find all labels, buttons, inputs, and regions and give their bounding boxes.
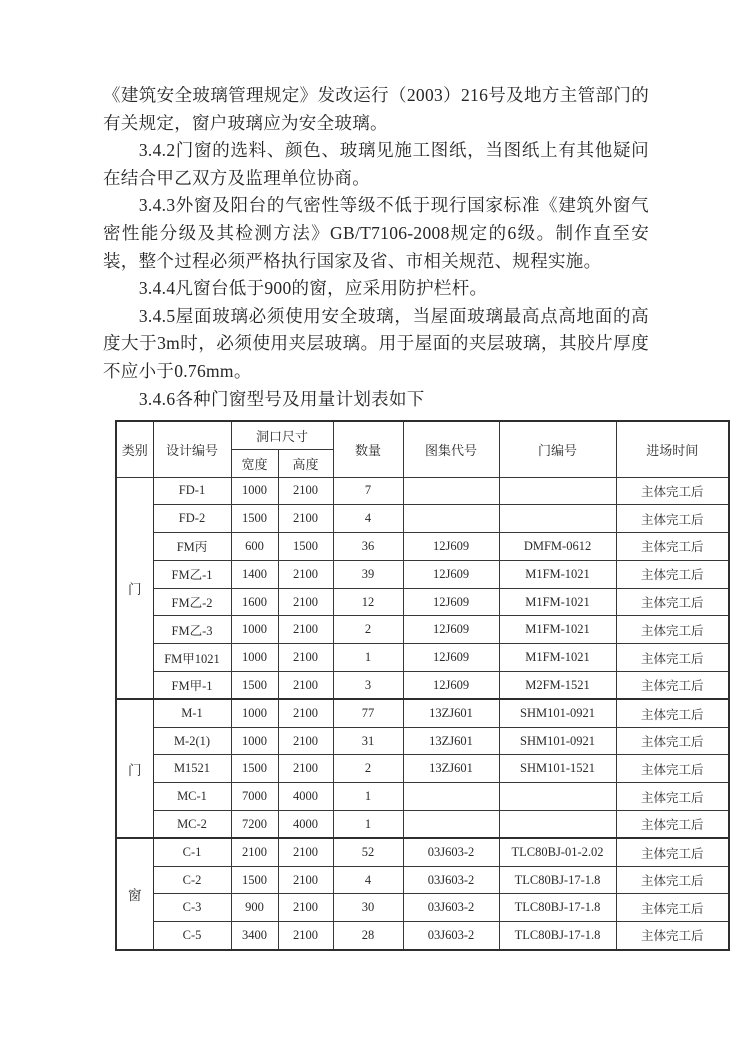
table-row [116, 755, 729, 783]
design-code-cell: M-2(1) [153, 727, 231, 755]
atlas-code-cell: 03J603-2 [403, 866, 499, 894]
table-header-row-1 [116, 421, 729, 449]
design-code-cell: FD-2 [153, 505, 231, 533]
atlas-code-cell [403, 811, 499, 839]
quantity-cell: 31 [333, 727, 403, 755]
height-cell: 2100 [278, 588, 333, 616]
entry-time-cell: 主体完工后 [616, 866, 729, 894]
width-cell: 1500 [231, 505, 278, 533]
door-code-cell: M1FM-1021 [499, 560, 616, 588]
entry-time-cell: 主体完工后 [616, 811, 729, 839]
table-row [116, 533, 729, 561]
entry-time-cell: 主体完工后 [616, 533, 729, 561]
design-code-cell: FM乙-2 [153, 588, 231, 616]
atlas-code-cell: 13ZJ601 [403, 727, 499, 755]
table-row [116, 644, 729, 672]
width-cell: 1000 [231, 644, 278, 672]
entry-time-cell: 主体完工后 [616, 477, 729, 505]
design-code-cell: FM甲-1 [153, 672, 231, 700]
atlas-code-cell: 12J609 [403, 533, 499, 561]
design-code-cell: MC-2 [153, 811, 231, 839]
door-code-cell [499, 811, 616, 839]
height-cell: 1500 [278, 533, 333, 561]
atlas-code-cell: 03J603-2 [403, 838, 499, 866]
atlas-code-cell: 12J609 [403, 560, 499, 588]
table-row [116, 811, 729, 839]
door-code-cell: TLC80BJ-17-1.8 [499, 922, 616, 950]
col-header-height: 高度 [278, 449, 333, 477]
entry-time-cell: 主体完工后 [616, 672, 729, 700]
atlas-code-cell: 03J603-2 [403, 922, 499, 950]
table-row [116, 783, 729, 811]
atlas-code-cell: 12J609 [403, 588, 499, 616]
quantity-cell: 12 [333, 588, 403, 616]
quantity-cell: 1 [333, 811, 403, 839]
width-cell: 600 [231, 533, 278, 561]
category-cell: 窗 [116, 838, 153, 949]
atlas-code-cell [403, 783, 499, 811]
quantity-cell: 3 [333, 672, 403, 700]
quantity-cell: 4 [333, 505, 403, 533]
entry-time-cell: 主体完工后 [616, 783, 729, 811]
quantity-cell: 36 [333, 533, 403, 561]
col-header-design-code: 设计编号 [153, 421, 231, 477]
design-code-cell: C-2 [153, 866, 231, 894]
door-code-cell [499, 505, 616, 533]
atlas-code-cell: 12J609 [403, 672, 499, 700]
height-cell: 2100 [278, 755, 333, 783]
width-cell: 1000 [231, 727, 278, 755]
body-text-block [103, 82, 649, 413]
design-code-cell: FD-1 [153, 477, 231, 505]
height-cell: 2100 [278, 616, 333, 644]
door-code-cell: TLC80BJ-17-1.8 [499, 894, 616, 922]
entry-time-cell: 主体完工后 [616, 644, 729, 672]
width-cell: 1500 [231, 672, 278, 700]
door-code-cell [499, 477, 616, 505]
door-code-cell: TLC80BJ-17-1.8 [499, 866, 616, 894]
quantity-cell: 1 [333, 783, 403, 811]
paragraph-3-4-6-table-caption: 3.4.6各种门窗型号及用量计划表如下 [138, 388, 425, 409]
design-code-cell: M-1 [153, 699, 231, 727]
width-cell: 2100 [231, 838, 278, 866]
table-row [116, 699, 729, 727]
width-cell: 3400 [231, 922, 278, 950]
col-header-width: 宽度 [231, 449, 278, 477]
design-code-cell: FM乙-1 [153, 560, 231, 588]
entry-time-cell: 主体完工后 [616, 616, 729, 644]
table-row [116, 866, 729, 894]
width-cell: 1000 [231, 477, 278, 505]
design-code-cell: C-3 [153, 894, 231, 922]
door-code-cell [499, 783, 616, 811]
table-row [116, 838, 729, 866]
table-row [116, 616, 729, 644]
width-cell: 7000 [231, 783, 278, 811]
width-cell: 900 [231, 894, 278, 922]
quantity-cell: 2 [333, 616, 403, 644]
quantity-cell: 4 [333, 866, 403, 894]
door-code-cell: M1FM-1021 [499, 588, 616, 616]
atlas-code-cell: 13ZJ601 [403, 699, 499, 727]
height-cell: 4000 [278, 811, 333, 839]
height-cell: 2100 [278, 505, 333, 533]
door-code-cell: M2FM-1521 [499, 672, 616, 700]
table-row [116, 727, 729, 755]
width-cell: 1600 [231, 588, 278, 616]
width-cell: 1000 [231, 616, 278, 644]
height-cell: 2100 [278, 894, 333, 922]
atlas-code-cell: 12J609 [403, 616, 499, 644]
door-window-schedule-table [115, 420, 730, 951]
height-cell: 2100 [278, 672, 333, 700]
paragraph-intro-continuation: 《建筑安全玻璃管理规定》发改运行（2003）216号及地方主管部门的有关规定，窗户玻璃应为安全玻璃。 [103, 85, 649, 133]
entry-time-cell: 主体完工后 [616, 838, 729, 866]
entry-time-cell: 主体完工后 [616, 727, 729, 755]
door-code-cell: SHM101-1521 [499, 755, 616, 783]
door-code-cell: SHM101-0921 [499, 699, 616, 727]
atlas-code-cell: 12J609 [403, 644, 499, 672]
table-row [116, 588, 729, 616]
table-row [116, 560, 729, 588]
height-cell: 2100 [278, 922, 333, 950]
quantity-cell: 77 [333, 699, 403, 727]
table-row [116, 922, 729, 950]
quantity-cell: 2 [333, 755, 403, 783]
design-code-cell: M1521 [153, 755, 231, 783]
height-cell: 2100 [278, 866, 333, 894]
height-cell: 2100 [278, 838, 333, 866]
entry-time-cell: 主体完工后 [616, 699, 729, 727]
width-cell: 1500 [231, 866, 278, 894]
entry-time-cell: 主体完工后 [616, 588, 729, 616]
atlas-code-cell [403, 477, 499, 505]
design-code-cell: C-5 [153, 922, 231, 950]
width-cell: 1500 [231, 755, 278, 783]
width-cell: 1400 [231, 560, 278, 588]
quantity-cell: 30 [333, 894, 403, 922]
quantity-cell: 28 [333, 922, 403, 950]
door-code-cell: DMFM-0612 [499, 533, 616, 561]
entry-time-cell: 主体完工后 [616, 755, 729, 783]
col-header-entry-time: 进场时间 [616, 421, 729, 477]
design-code-cell: FM乙-3 [153, 616, 231, 644]
quantity-cell: 52 [333, 838, 403, 866]
col-header-opening-size: 洞口尺寸 [231, 421, 333, 449]
design-code-cell: FM丙 [153, 533, 231, 561]
atlas-code-cell: 03J603-2 [403, 894, 499, 922]
door-code-cell: SHM101-0921 [499, 727, 616, 755]
width-cell: 7200 [231, 811, 278, 839]
col-header-door-code: 门编号 [499, 421, 616, 477]
paragraph-3-4-2: 3.4.2门窗的选料、颜色、玻璃见施工图纸，当图纸上有其他疑问在结合甲乙双方及监理单位协商。 [103, 140, 649, 188]
col-header-atlas-code: 图集代号 [403, 421, 499, 477]
quantity-cell: 39 [333, 560, 403, 588]
paragraph-3-4-5: 3.4.5屋面玻璃必须使用安全玻璃，当屋面玻璃最高点高地面的高度大于3m时，必须使用夹层玻璃。用于屋面的夹层玻璃，其胶片厚度不应小于0.76mm。 [103, 305, 649, 381]
category-cell: 门 [116, 477, 153, 699]
entry-time-cell: 主体完工后 [616, 922, 729, 950]
quantity-cell: 7 [333, 477, 403, 505]
height-cell: 2100 [278, 477, 333, 505]
entry-time-cell: 主体完工后 [616, 560, 729, 588]
height-cell: 2100 [278, 699, 333, 727]
door-code-cell: TLC80BJ-01-2.02 [499, 838, 616, 866]
design-code-cell: FM甲1021 [153, 644, 231, 672]
door-code-cell: M1FM-1021 [499, 644, 616, 672]
height-cell: 2100 [278, 644, 333, 672]
width-cell: 1000 [231, 699, 278, 727]
atlas-code-cell [403, 505, 499, 533]
entry-time-cell: 主体完工后 [616, 894, 729, 922]
category-cell: 门 [116, 699, 153, 838]
atlas-code-cell: 13ZJ601 [403, 755, 499, 783]
quantity-cell: 1 [333, 644, 403, 672]
design-code-cell: C-1 [153, 838, 231, 866]
height-cell: 2100 [278, 560, 333, 588]
col-header-category: 类别 [116, 421, 153, 477]
door-code-cell: M1FM-1021 [499, 616, 616, 644]
table-row [116, 477, 729, 505]
entry-time-cell: 主体完工后 [616, 505, 729, 533]
table-row [116, 505, 729, 533]
table-row [116, 894, 729, 922]
paragraph-3-4-4: 3.4.4凡窗台低于900的窗，应采用防护栏杆。 [138, 278, 488, 299]
col-header-quantity: 数量 [333, 421, 403, 477]
design-code-cell: MC-1 [153, 783, 231, 811]
paragraph-3-4-3: 3.4.3外窗及阳台的气密性等级不低于现行国家标准《建筑外窗气密性能分级及其检测方法》GB/T7106-2008规定的6级。制作直至安装，整个过程必须严格执行国家及省、市相关规范、规程实施。 [103, 195, 649, 271]
height-cell: 2100 [278, 727, 333, 755]
table-row [116, 672, 729, 700]
height-cell: 4000 [278, 783, 333, 811]
